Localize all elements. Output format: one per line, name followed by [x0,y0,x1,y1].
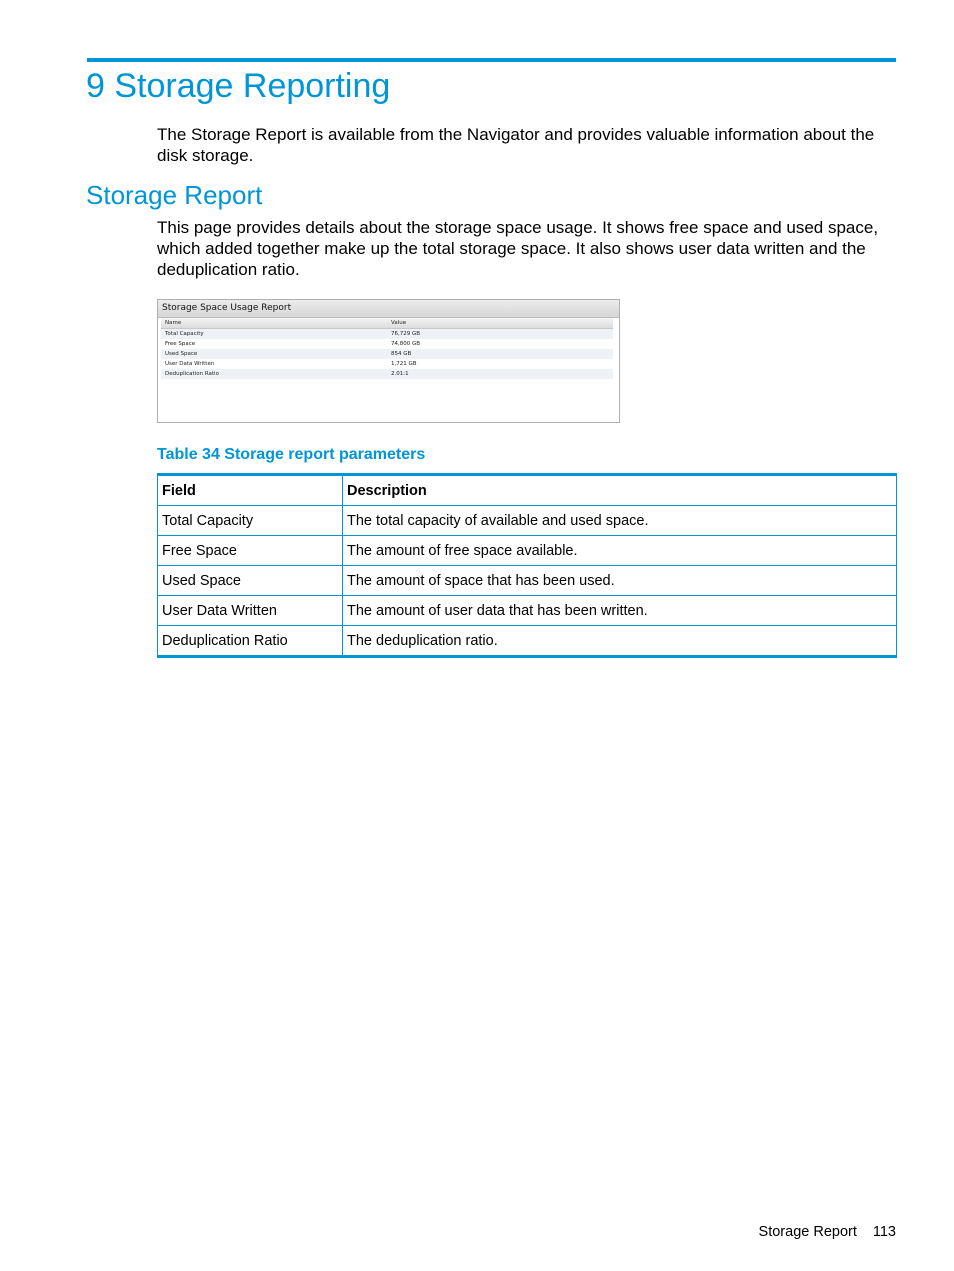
description-cell: The amount of free space available. [343,536,897,566]
field-cell: Deduplication Ratio [158,626,343,657]
table-row [158,536,897,566]
table-row [158,566,897,596]
column-header-field: Field [158,475,343,506]
screenshot-cell-name: Used Space [161,349,387,359]
column-header-description: Description [343,475,897,506]
table-row [158,626,897,657]
chapter-intro-paragraph: The Storage Report is available from the Navigator and provides valuable information about the disk storage. [157,125,875,165]
footer-section-name: Storage Report [758,1224,857,1240]
field-cell: Free Space [158,536,343,566]
field-cell: User Data Written [158,596,343,626]
table-header-row [158,475,897,506]
screenshot-cell-value: 854 GB [387,349,613,359]
storage-report-screenshot [157,299,620,423]
screenshot-row [161,329,613,340]
screenshot-column-name: Name [161,318,387,329]
section-title: Storage Report [86,180,263,210]
screenshot-table [161,318,613,379]
table-row [158,596,897,626]
page-footer [759,1222,896,1242]
field-cell: Total Capacity [158,506,343,536]
screenshot-cell-value: 76,729 GB [387,329,613,340]
screenshot-row [161,339,613,349]
table-caption: Table 34 Storage report parameters [157,446,426,463]
table-row [158,506,897,536]
section-paragraph: This page provides details about the storage space usage. It shows free space and used space, which added together make up the total storage space. It also shows user data written and the deduplication ratio. [157,218,879,279]
screenshot-cell-name: User Data Written [161,359,387,369]
screenshot-cell-value: 2.01:1 [387,369,613,379]
screenshot-column-value: Value [387,318,613,329]
description-cell: The deduplication ratio. [343,626,897,657]
screenshot-row [161,349,613,359]
screenshot-cell-value: 1,721 GB [387,359,613,369]
screenshot-cell-name: Deduplication Ratio [161,369,387,379]
screenshot-cell-name: Total Capacity [161,329,387,340]
screenshot-header: Storage Space Usage Report [158,300,619,318]
description-cell: The total capacity of available and used space. [343,506,897,536]
chapter-title: 9 Storage Reporting [86,67,391,105]
parameters-table [157,473,897,658]
screenshot-row [161,369,613,379]
description-cell: The amount of user data that has been written. [343,596,897,626]
chapter-top-rule [87,58,896,62]
field-cell: Used Space [158,566,343,596]
page-number: 113 [872,1224,896,1240]
screenshot-cell-value: 74,800 GB [387,339,613,349]
screenshot-row [161,359,613,369]
description-cell: The amount of space that has been used. [343,566,897,596]
screenshot-cell-name: Free Space [161,339,387,349]
